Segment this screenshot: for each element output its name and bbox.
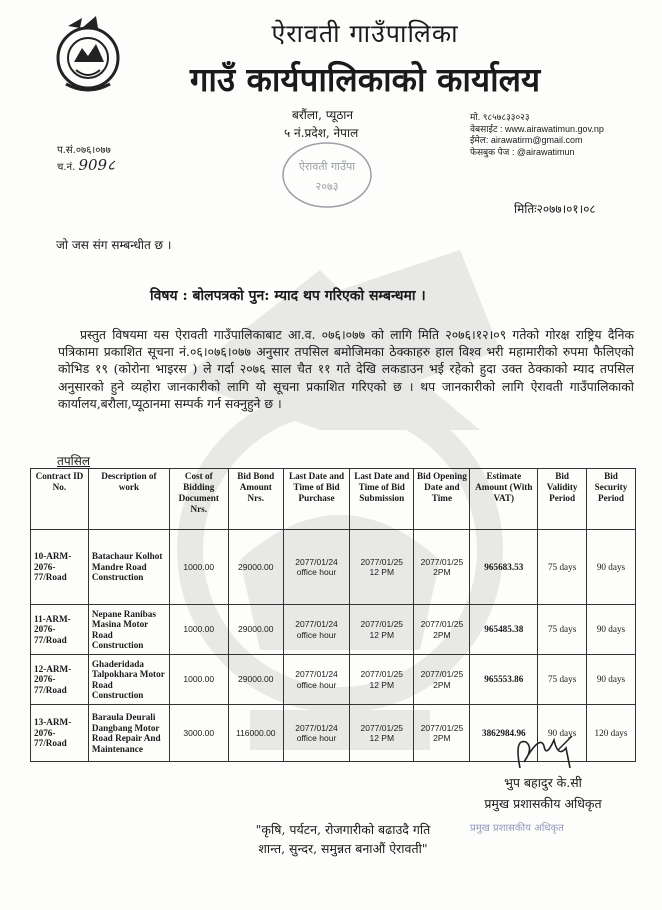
addressee: जो जस संग सम्बन्धीत छ । xyxy=(56,238,172,252)
cell-id: 11-ARM-2076-77/Road xyxy=(31,605,89,655)
table-row xyxy=(31,530,636,605)
ps-label: प.सं. xyxy=(57,145,76,156)
cell-validity: 75 days xyxy=(538,530,587,605)
municipality-name: ऐरावती गाउँपालिका xyxy=(271,19,459,48)
cell-opening: 2077/01/25 2PM xyxy=(414,705,470,762)
seal-year: २०७३ xyxy=(315,180,339,193)
cell-purchase: 2077/01/24 office hour xyxy=(283,705,349,762)
signer-block xyxy=(478,772,608,814)
header-submission: Last Date and Time of Bid Submission xyxy=(350,469,414,530)
header-cost: Cost of Bidding Document Nrs. xyxy=(169,469,228,530)
cell-estimate: 965485.38 xyxy=(470,605,538,655)
body-paragraph: प्रस्तुत विषयमा यस ऐरावती गाउँपालिकाबाट आ.व. ०७६।०७७ को लागि मिति २०७६।१२।०९ गतेको गोरक्ष राष्ट्रिय दैनिक पत्रिकामा प्रकाशित सूचना नं.०६।०७६।०७७ अनुसार तपसिल बमोजिमका ठेक्काहरु हाल विश्व भरी महामारीको रुपमा फैलिएको कोभिड १९ (कोरोना भाइरस ) ले गर्दा २०७६ साल चैत ११ गते देखि लकडाउन भई रहेको हुदा उक्त ठेक्काको म्याद तपसिल अनुसारको हुने व्यहोरा जानकारीको लागि यो सूचना प्रकाशित गरिएको छ । थप जानकारीको लागि ऐरावती गाउँपालिकाको कार्यालय,बरौला,प्यूठानमा सम्पर्क गर्न सक्नुहुने छ । xyxy=(58,327,634,411)
cell-security: 120 days xyxy=(586,705,635,762)
cell-estimate: 965553.86 xyxy=(470,655,538,705)
signer-name: भुप बहादुर के.सी xyxy=(504,775,582,790)
contact-phone: मो. ९८५७८३३०२३ xyxy=(470,112,530,122)
header-security: Bid Security Period xyxy=(586,469,635,530)
cell-bond: 29000.00 xyxy=(228,605,283,655)
contact-facebook: फेसबुक पेज : @airawatimun xyxy=(470,146,575,157)
officer-stamp: प्रमुख प्रशासकीय अधिकृत xyxy=(470,823,564,834)
cell-work: Baraula Deurali Dangbang Motor Road Repair And Maintenance xyxy=(88,705,169,762)
cell-submission: 2077/01/25 12 PM xyxy=(350,705,414,762)
chn-label: च.नं. xyxy=(57,162,76,173)
cell-purchase: 2077/01/24 office hour xyxy=(283,530,349,605)
cell-id: 13-ARM-2076-77/Road xyxy=(31,705,89,762)
cell-bond: 116000.00 xyxy=(228,705,283,762)
address-line2: ५ नं.प्रदेश, नेपाल xyxy=(284,126,359,140)
cell-validity: 75 days xyxy=(538,605,587,655)
cell-id: 10-ARM-2076-77/Road xyxy=(31,530,89,605)
header-validity: Bid Validity Period xyxy=(538,469,587,530)
table-row xyxy=(31,605,636,655)
cell-opening: 2077/01/25 2PM xyxy=(414,530,470,605)
cell-submission: 2077/01/25 12 PM xyxy=(350,655,414,705)
table-row xyxy=(31,655,636,705)
cell-purchase: 2077/01/24 office hour xyxy=(283,655,349,705)
bid-table xyxy=(30,468,636,762)
nepal-emblem-icon xyxy=(52,14,124,96)
cell-cost: 3000.00 xyxy=(169,705,228,762)
subject-line: विषय : बोलपत्रको पुन: म्याद थप गरिएको सम्बन्धमा । xyxy=(150,288,426,304)
header-description: Description of work xyxy=(88,469,169,530)
header-bond: Bid Bond Amount Nrs. xyxy=(228,469,283,530)
cell-cost: 1000.00 xyxy=(169,605,228,655)
office-seal-icon xyxy=(280,140,374,210)
cell-submission: 2077/01/25 12 PM xyxy=(350,605,414,655)
header-estimate: Estimate Amount (With VAT) xyxy=(470,469,538,530)
motto-line2: शान्त, सुन्दर, समुन्नत बनाऔं ऐरावती" xyxy=(258,841,428,856)
cell-estimate: 3862984.96 xyxy=(470,705,538,762)
cell-validity: 75 days xyxy=(538,655,587,705)
header-contract-id: Contract ID No. xyxy=(31,469,89,530)
cell-opening: 2077/01/25 2PM xyxy=(414,605,470,655)
contact-website: वेबसाईट : www.airawatimun.gov.np xyxy=(470,123,604,134)
contact-block xyxy=(470,112,604,158)
tapasil-heading: तपसिल xyxy=(57,454,91,468)
cell-security: 90 days xyxy=(586,605,635,655)
cell-cost: 1000.00 xyxy=(169,655,228,705)
cell-security: 90 days xyxy=(586,655,635,705)
cell-submission: 2077/01/25 12 PM xyxy=(350,530,414,605)
header-purchase: Last Date and Time of Bid Purchase xyxy=(283,469,349,530)
handwritten-signature-icon xyxy=(500,728,590,778)
cell-estimate: 965683.53 xyxy=(470,530,538,605)
chn-value: 909८ xyxy=(78,156,115,174)
cell-work: Nepane Ranibas Masina Motor Road Construction xyxy=(88,605,169,655)
cell-validity: 90 days xyxy=(538,705,587,762)
motto-line1: "कृषि, पर्यटन, रोजगारीको बढाउदै गति xyxy=(255,822,431,837)
table-header-row xyxy=(31,469,636,530)
cell-work: Batachaur Kolhot Mandre Road Construction xyxy=(88,530,169,605)
seal-text: ऐरावती गाउँपा xyxy=(298,160,356,173)
motto-block xyxy=(218,820,468,858)
reference-block xyxy=(57,144,115,175)
cell-work: Ghaderidada Talpokhara Motor Road Construction xyxy=(88,655,169,705)
header-opening: Bid Opening Date and Time xyxy=(414,469,470,530)
office-name: गाउँ कार्यपालिकाको कार्यालय xyxy=(189,60,541,99)
cell-bond: 29000.00 xyxy=(228,655,283,705)
cell-bond: 29000.00 xyxy=(228,530,283,605)
cell-id: 12-ARM-2076-77/Road xyxy=(31,655,89,705)
contact-email: ईमेल: airawatirm@gmail.com xyxy=(470,135,583,145)
cell-opening: 2077/01/25 2PM xyxy=(414,655,470,705)
signer-title: प्रमुख प्रशासकीय अधिकृत xyxy=(484,796,602,811)
address-line1: बरौंला, प्यूठान xyxy=(292,108,354,122)
cell-cost: 1000.00 xyxy=(169,530,228,605)
ps-value: ०७६।०७७ xyxy=(75,145,111,156)
cell-purchase: 2077/01/24 office hour xyxy=(283,605,349,655)
cell-security: 90 days xyxy=(586,530,635,605)
letter-date: मितिः२०७७।०१।०८ xyxy=(514,202,596,216)
